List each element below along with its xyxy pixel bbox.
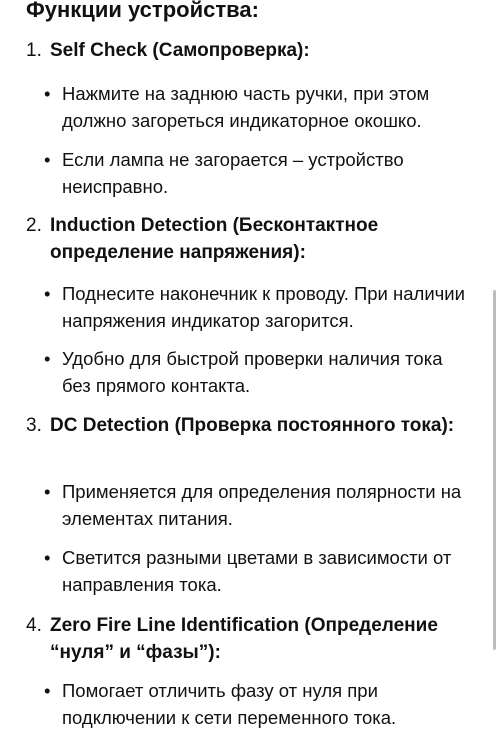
list-item-title xyxy=(26,37,466,64)
list-item-title xyxy=(26,412,466,439)
bullet-text: Нажмите на заднюю часть ручки, при этом должно загореться индикаторное окошко. xyxy=(62,83,430,131)
item-number: 4. xyxy=(26,615,42,636)
item-number: 3. xyxy=(26,415,42,436)
item-title-text: Self Check (Самопроверка): xyxy=(50,40,310,61)
bullet-text: Помогает отличить фазу от нуля при подключении к сети переменного тока. xyxy=(62,680,397,728)
list-item xyxy=(44,146,474,200)
list-item xyxy=(44,345,474,399)
bullet-icon: • xyxy=(44,83,51,104)
list-item xyxy=(44,80,474,134)
item-number: 2. xyxy=(26,215,42,236)
bullet-icon: • xyxy=(44,348,51,369)
item-title-text: DC Detection (Проверка постоянного тока): xyxy=(50,415,455,436)
bullet-text: Если лампа не загорается – устройство неисправно. xyxy=(62,149,404,197)
item-title-text: Induction Detection (Бесконтактное определение напряжения): xyxy=(50,215,379,263)
bullet-text: Поднесите наконечник к проводу. При наличии напряжения индикатор загорится. xyxy=(62,283,465,331)
list-item xyxy=(44,478,474,532)
list-item-title xyxy=(26,612,466,666)
scrollbar[interactable] xyxy=(493,290,496,650)
bullet-icon: • xyxy=(44,680,51,701)
bullet-icon: • xyxy=(44,547,51,568)
bullet-text: Применяется для определения полярности на элементах питания. xyxy=(62,481,462,529)
bullet-icon: • xyxy=(44,283,51,304)
bullet-text: Светится разными цветами в зависимости от направления тока. xyxy=(62,547,452,595)
list-item xyxy=(44,280,474,334)
list-item-title xyxy=(26,212,466,266)
item-title-text: Zero Fire Line Identification (Определение “нуля” и “фазы”): xyxy=(50,615,438,663)
bullet-text: Удобно для быстрой проверки наличия тока без прямого контакта. xyxy=(62,348,443,396)
bullet-icon: • xyxy=(44,481,51,502)
list-item xyxy=(44,544,474,598)
item-number: 1. xyxy=(26,40,42,61)
heading: Функции устройства: xyxy=(26,0,259,22)
bullet-icon: • xyxy=(44,149,51,170)
list-item xyxy=(44,677,474,731)
